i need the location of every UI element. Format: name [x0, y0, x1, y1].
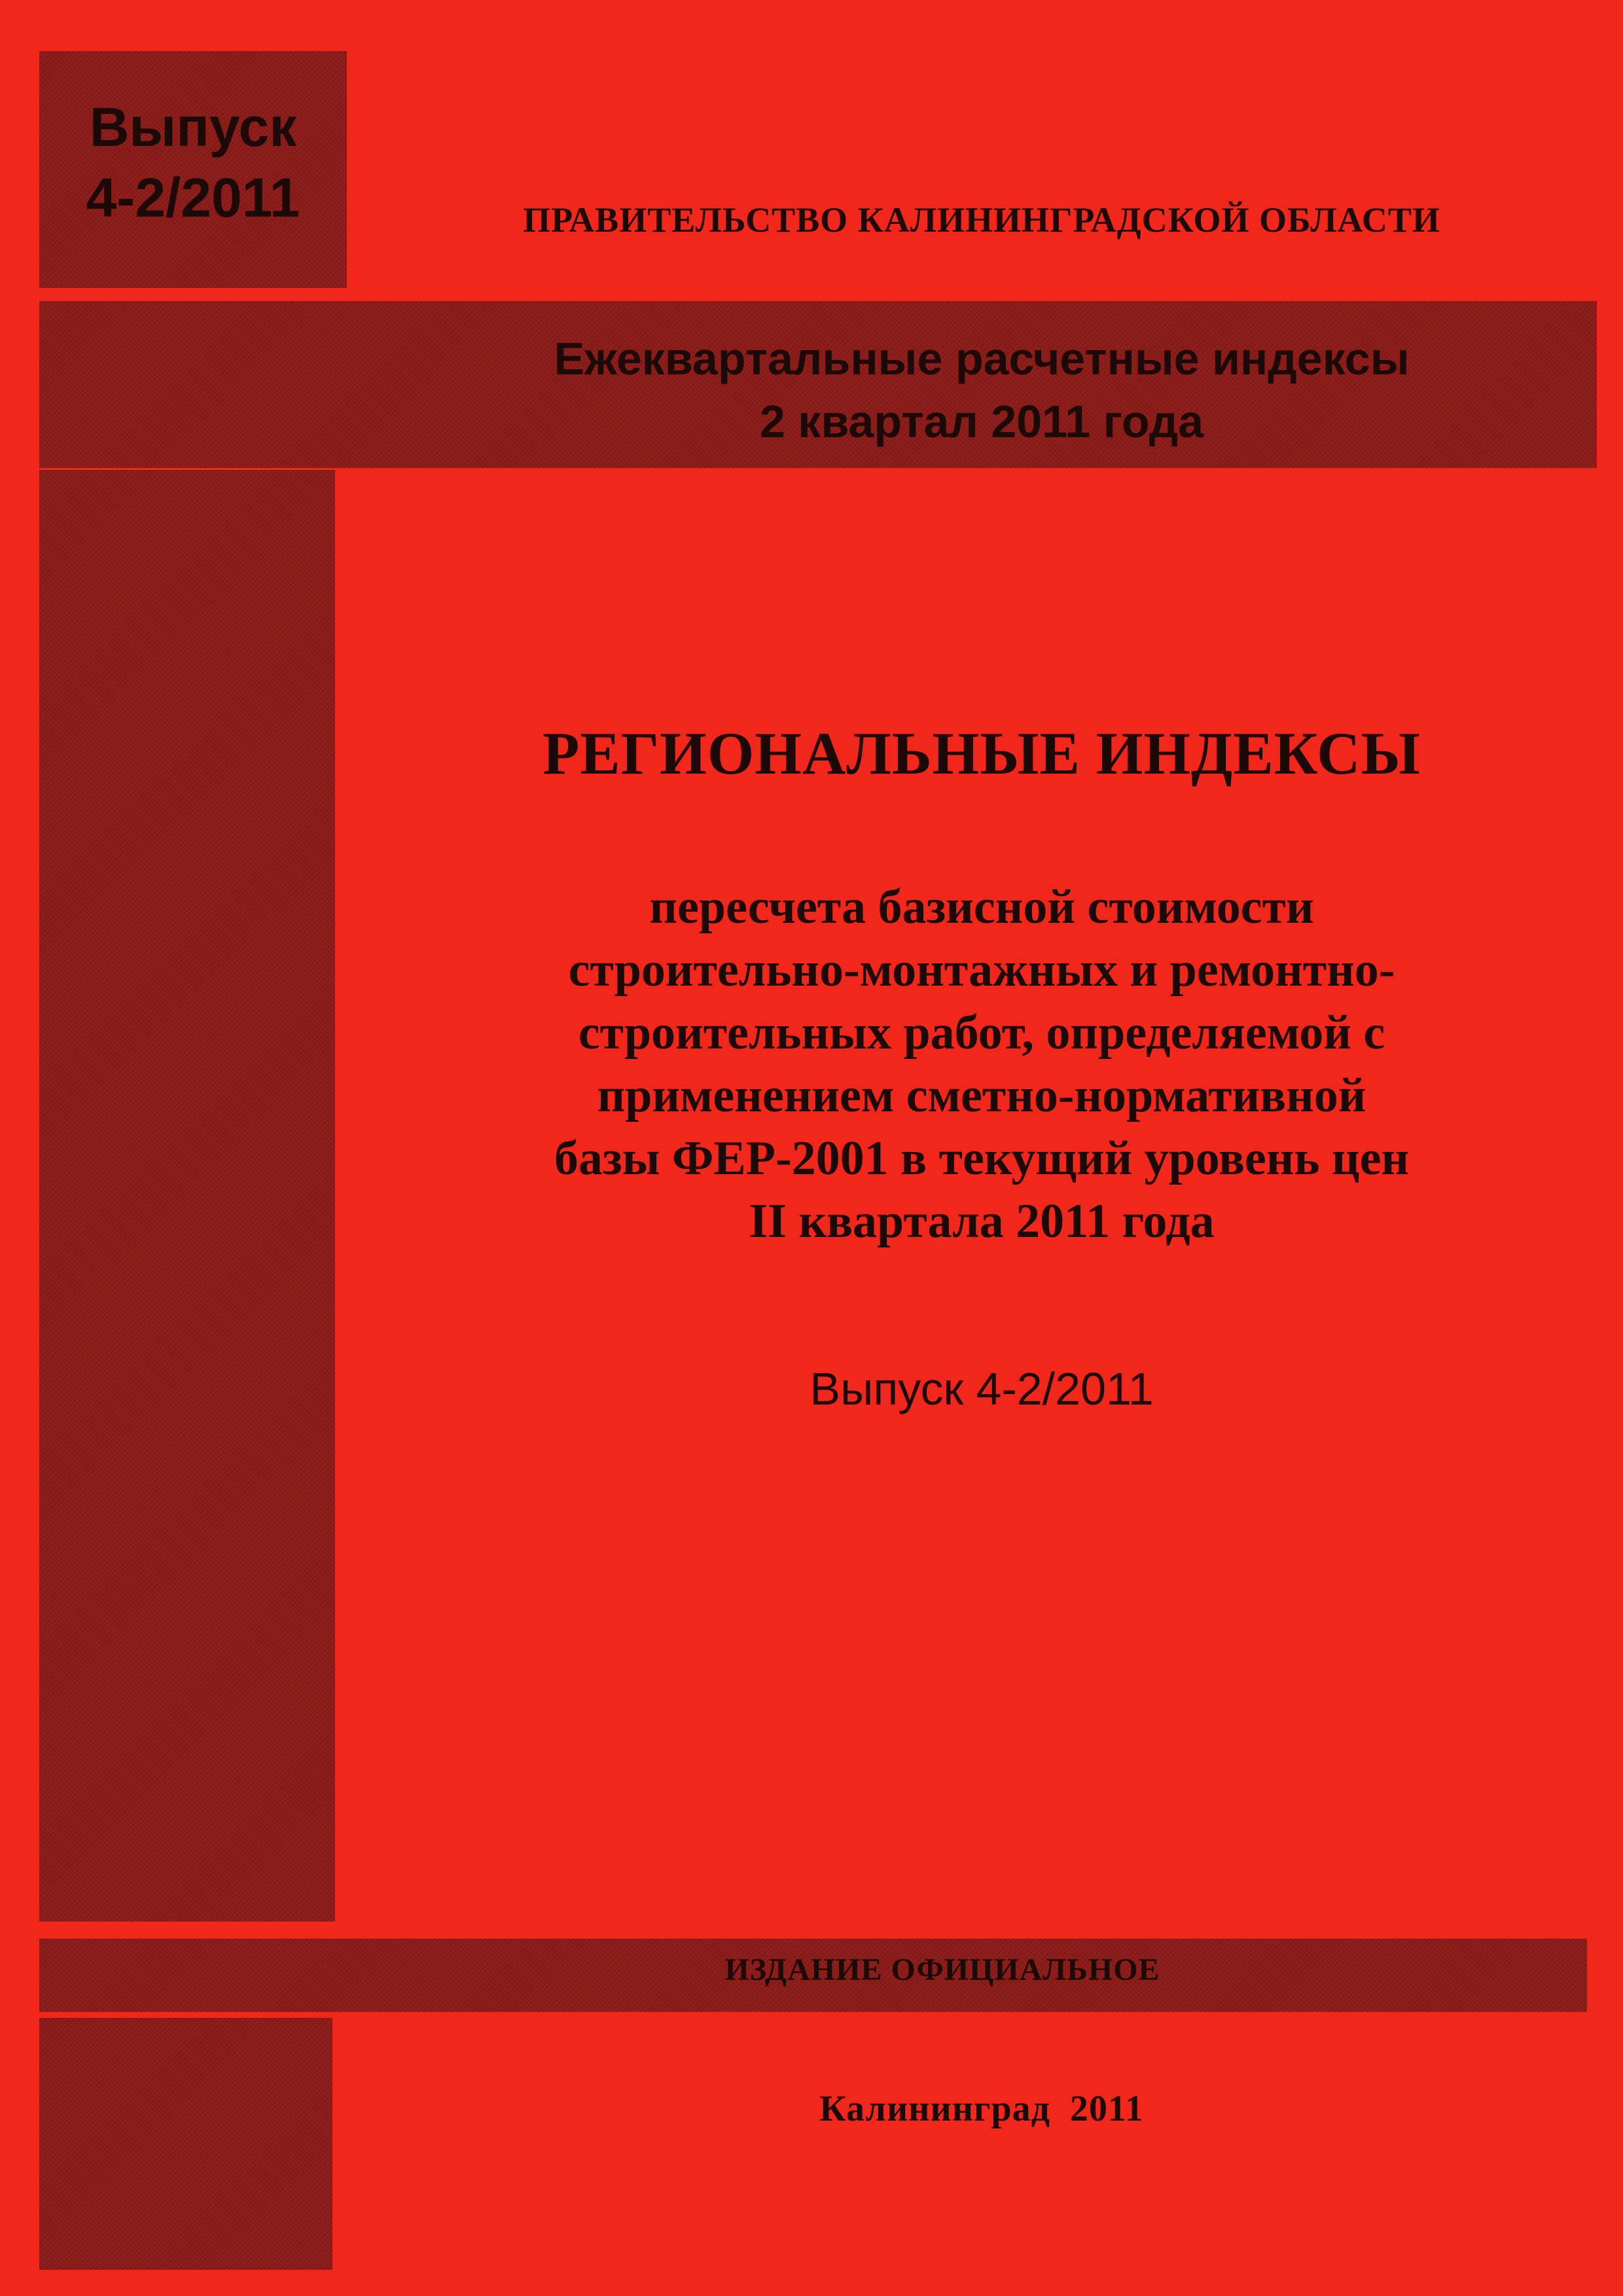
official-edition-label: ИЗДАНИЕ ОФИЦИАЛЬНОЕ [724, 1952, 1160, 1987]
government-title: ПРАВИТЕЛЬСТВО КАЛИНИНГРАДСКОЙ ОБЛАСТИ [523, 200, 1440, 240]
description-line: базы ФЕР-2001 в текущий уровень цен [554, 1132, 1410, 1185]
issue-label-word: Выпуск [89, 96, 297, 158]
left-strip-background [39, 470, 335, 1922]
issue-number: Выпуск 4-2/2011 [810, 1363, 1154, 1414]
description [393, 876, 1571, 1253]
description-line: строительно-монтажных и ремонтно- [568, 943, 1395, 997]
city-year [393, 2088, 1571, 2130]
city-year-text: Калининград 2011 [819, 2089, 1144, 2129]
quarterly-line-1: Ежеквартальные расчетные индексы [554, 333, 1410, 384]
quarterly-line-2: 2 квартал 2011 года [759, 396, 1204, 447]
description-line: строительных работ, определяемой с [578, 1006, 1385, 1060]
description-line: применением сметно-нормативной [597, 1069, 1366, 1122]
quarterly-indices-heading [366, 327, 1597, 453]
main-title: РЕГИОНАЛЬНЫЕ ИНДЕКСЫ [543, 720, 1421, 787]
left-bottom-block [39, 2018, 332, 2270]
description-line: II квартала 2011 года [749, 1194, 1215, 1248]
issue-label-number: 4-2/2011 [86, 167, 300, 228]
description-line: пересчета базисной стоимости [649, 880, 1314, 934]
issue-label [39, 92, 347, 233]
